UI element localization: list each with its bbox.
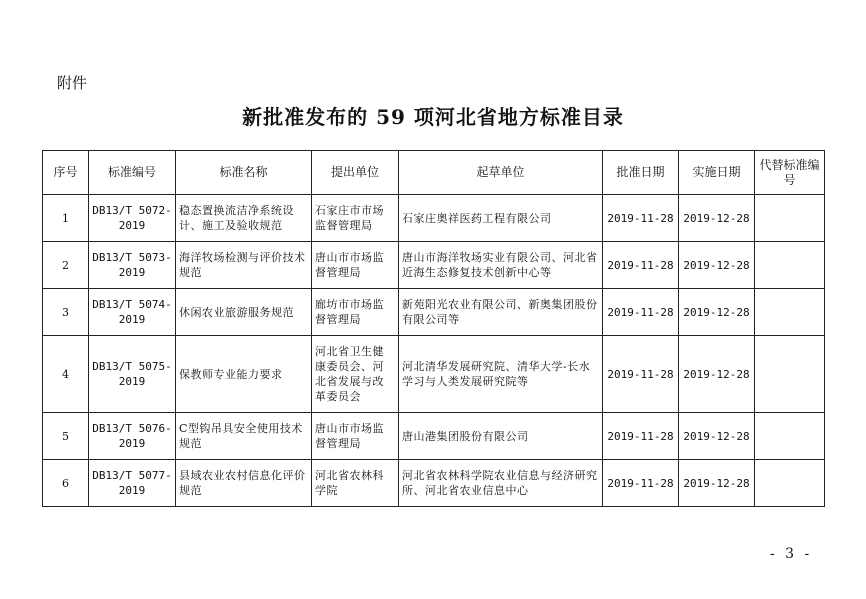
cell-drafter: 唐山港集团股份有限公司: [399, 413, 603, 460]
page-number: - 3 -: [770, 546, 813, 562]
table-row: [43, 289, 825, 336]
cell-proposer: 唐山市市场监督管理局: [312, 413, 399, 460]
cell-proposer: 廊坊市市场监督管理局: [312, 289, 399, 336]
cell-impl-date: 2019-12-28: [679, 460, 755, 507]
cell-name: 休闲农业旅游服务规范: [176, 289, 312, 336]
table-row: [43, 242, 825, 289]
standards-table: [42, 150, 825, 507]
cell-drafter: 唐山市海洋牧场实业有限公司、河北省近海生态修复技术创新中心等: [399, 242, 603, 289]
cell-replaces: [755, 460, 825, 507]
column-header: 标准编号: [89, 151, 176, 195]
cell-proposer: 石家庄市市场监督管理局: [312, 195, 399, 242]
cell-replaces: [755, 289, 825, 336]
cell-approve-date: 2019-11-28: [603, 413, 679, 460]
cell-proposer: 河北省卫生健康委员会、河北省发展与改革委员会: [312, 336, 399, 413]
cell-approve-date: 2019-11-28: [603, 195, 679, 242]
cell-no: 5: [43, 413, 89, 460]
cell-no: 2: [43, 242, 89, 289]
cell-code: DB13/T 5075-2019: [89, 336, 176, 413]
column-header: 标准名称: [176, 151, 312, 195]
cell-name: C型钩吊具安全使用技术规范: [176, 413, 312, 460]
column-header: 批准日期: [603, 151, 679, 195]
cell-no: 3: [43, 289, 89, 336]
column-header: 提出单位: [312, 151, 399, 195]
cell-code: DB13/T 5076-2019: [89, 413, 176, 460]
cell-name: 稳态置换流洁净系统设计、施工及验收规范: [176, 195, 312, 242]
cell-name: 保教师专业能力要求: [176, 336, 312, 413]
table-row: [43, 413, 825, 460]
column-header: 实施日期: [679, 151, 755, 195]
cell-drafter: 新苑阳光农业有限公司、新奥集团股份有限公司等: [399, 289, 603, 336]
cell-impl-date: 2019-12-28: [679, 336, 755, 413]
cell-name: 县域农业农村信息化评价规范: [176, 460, 312, 507]
cell-code: DB13/T 5077-2019: [89, 460, 176, 507]
cell-drafter: 石家庄奥祥医药工程有限公司: [399, 195, 603, 242]
cell-code: DB13/T 5072-2019: [89, 195, 176, 242]
cell-replaces: [755, 336, 825, 413]
document-title: 新批准发布的 59 项河北省地方标准目录: [242, 105, 624, 129]
cell-replaces: [755, 413, 825, 460]
cell-code: DB13/T 5073-2019: [89, 242, 176, 289]
cell-drafter: 河北清华发展研究院、清华大学-长水学习与人类发展研究院等: [399, 336, 603, 413]
cell-impl-date: 2019-12-28: [679, 289, 755, 336]
cell-code: DB13/T 5074-2019: [89, 289, 176, 336]
cell-name: 海洋牧场检测与评价技术规范: [176, 242, 312, 289]
cell-drafter: 河北省农林科学院农业信息与经济研究所、河北省农业信息中心: [399, 460, 603, 507]
cell-approve-date: 2019-11-28: [603, 460, 679, 507]
cell-replaces: [755, 195, 825, 242]
cell-no: 6: [43, 460, 89, 507]
cell-approve-date: 2019-11-28: [603, 336, 679, 413]
cell-no: 1: [43, 195, 89, 242]
table-row: [43, 336, 825, 413]
column-header: 代替标准编号: [755, 151, 825, 195]
cell-impl-date: 2019-12-28: [679, 195, 755, 242]
cell-approve-date: 2019-11-28: [603, 289, 679, 336]
column-header: 起草单位: [399, 151, 603, 195]
cell-impl-date: 2019-12-28: [679, 413, 755, 460]
cell-impl-date: 2019-12-28: [679, 242, 755, 289]
cell-approve-date: 2019-11-28: [603, 242, 679, 289]
table-row: [43, 460, 825, 507]
cell-no: 4: [43, 336, 89, 413]
cell-proposer: 河北省农林科学院: [312, 460, 399, 507]
cell-proposer: 唐山市市场监督管理局: [312, 242, 399, 289]
column-header: 序号: [43, 151, 89, 195]
attachment-label: 附件: [57, 74, 88, 92]
cell-replaces: [755, 242, 825, 289]
table-row: [43, 195, 825, 242]
table-header-row: [43, 151, 825, 195]
